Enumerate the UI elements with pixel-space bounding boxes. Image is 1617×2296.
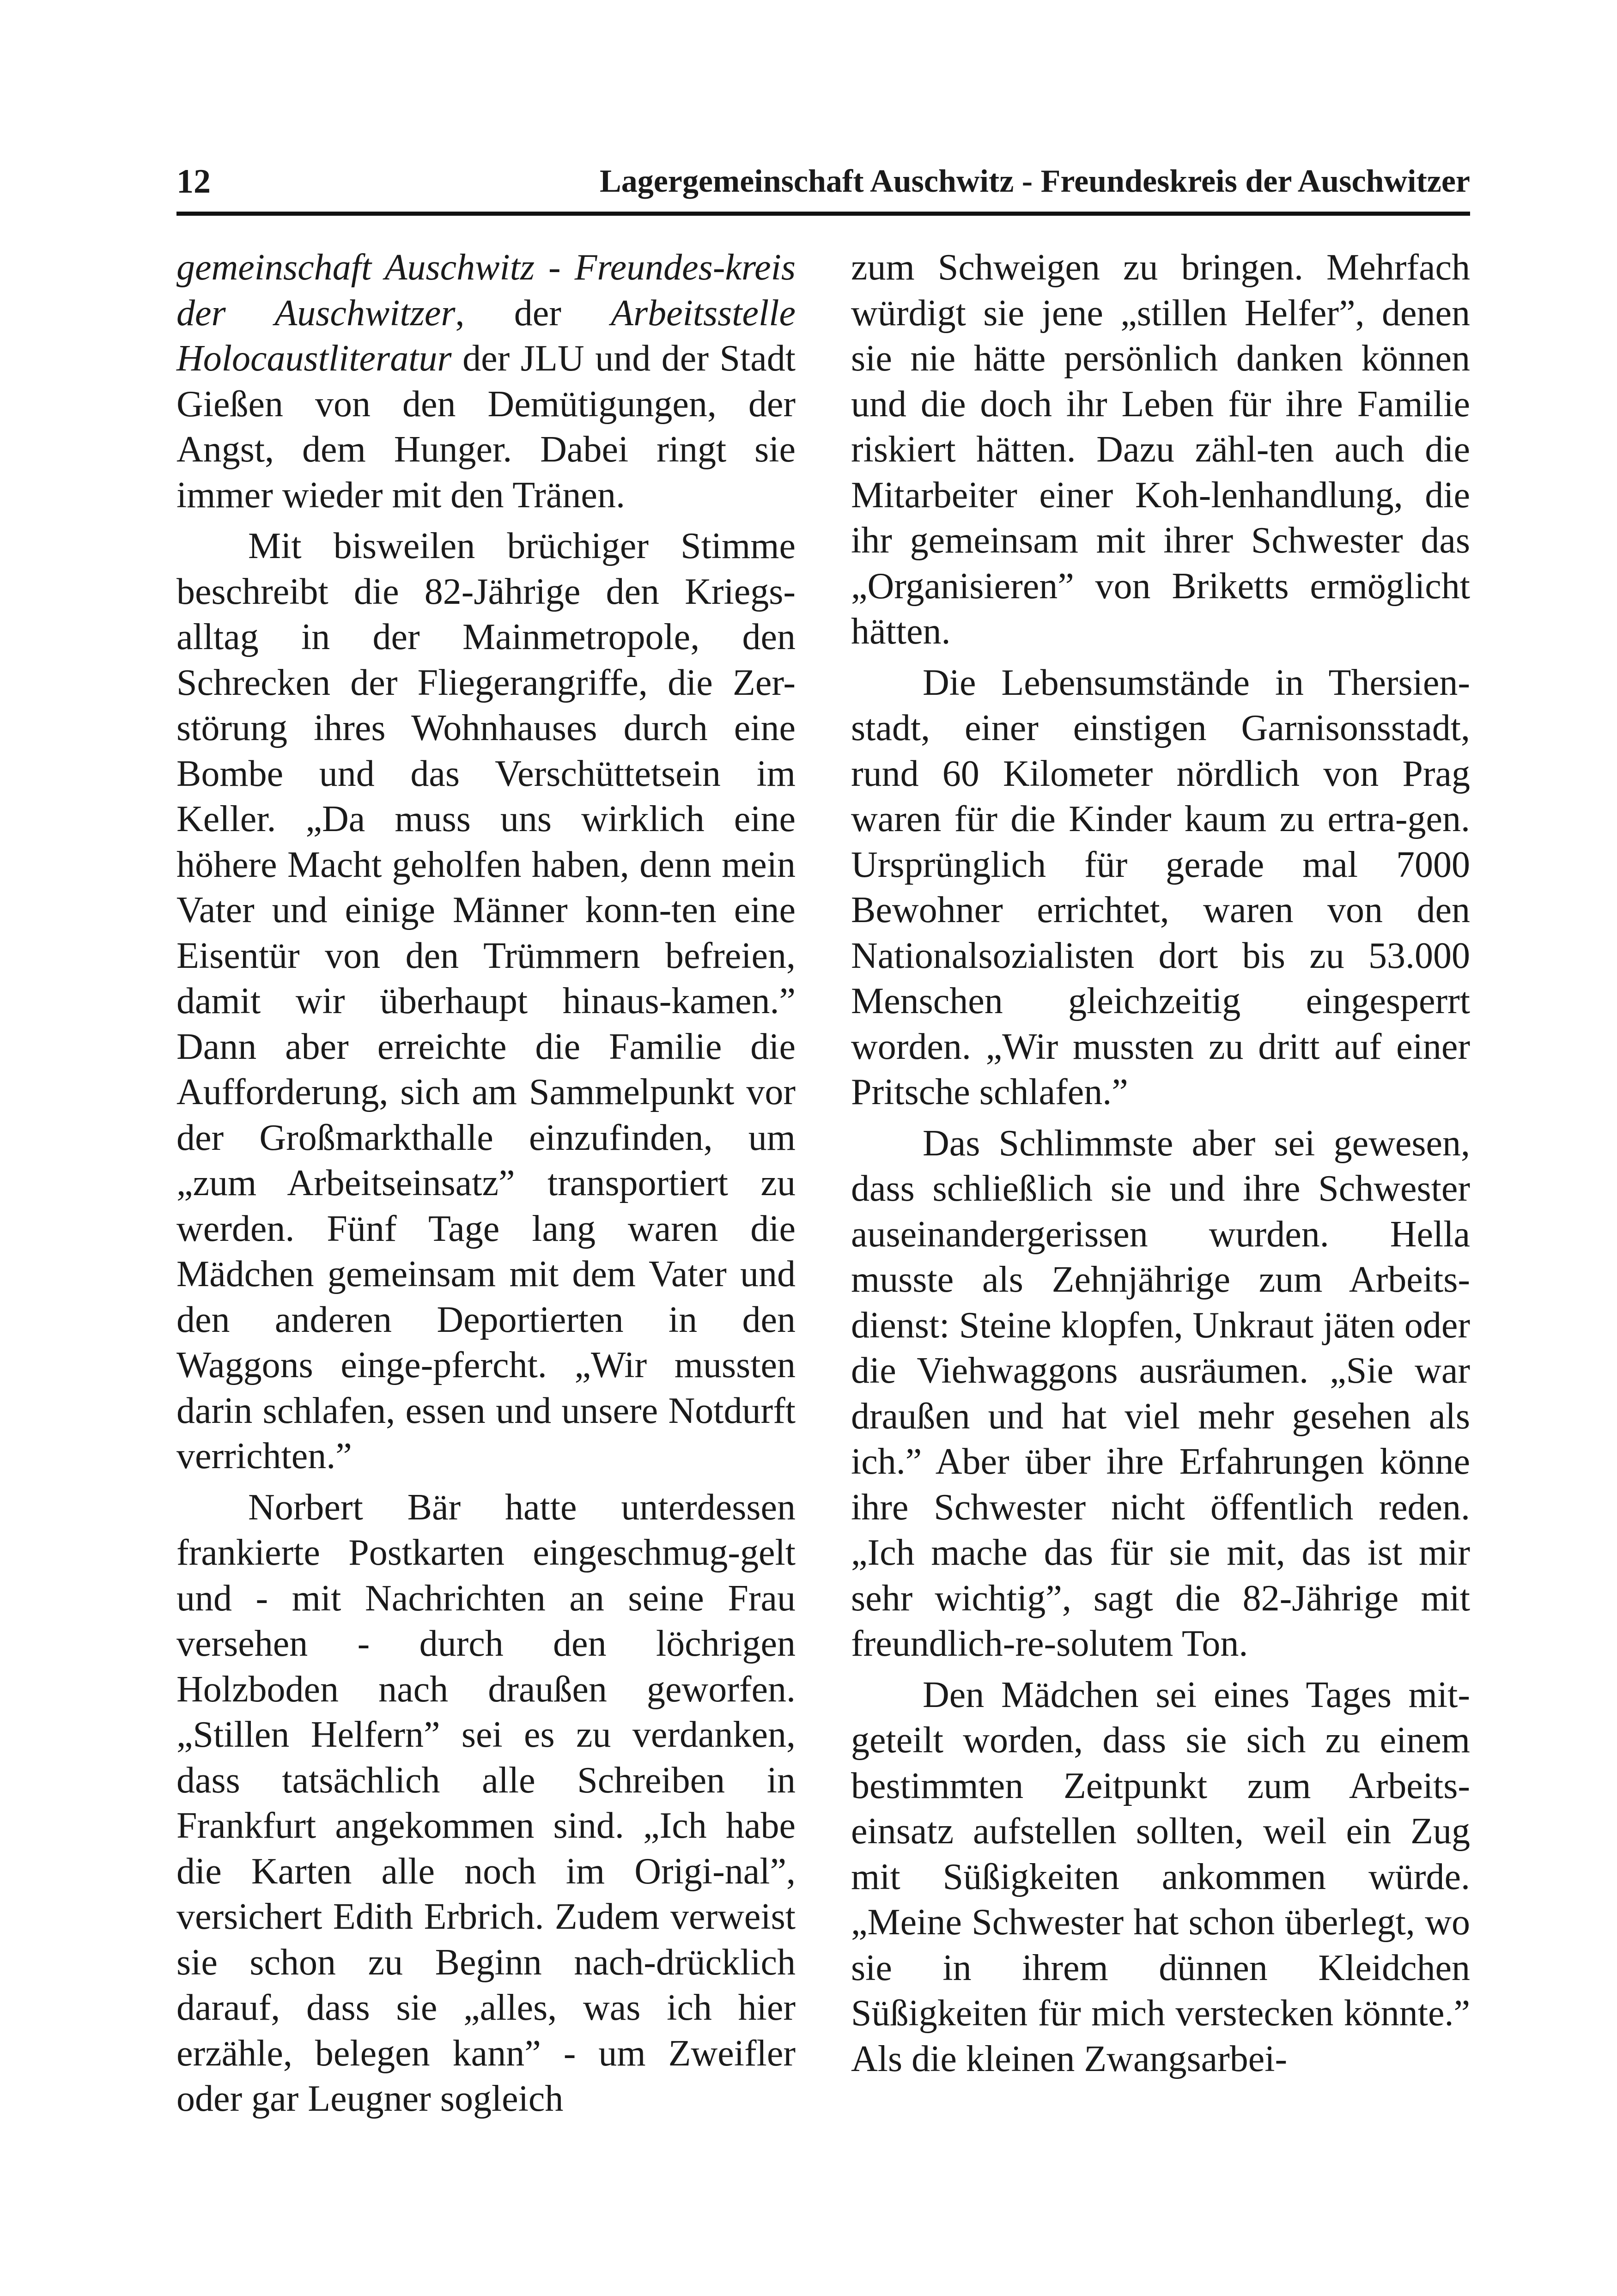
text-run: der JLU und der Stadt Gießen von den Demütigungen, der Angst, dem Hunger. Dabei ringt sie immer wieder mit den Tränen. <box>176 338 796 516</box>
paragraph: zum Schweigen zu bringen. Mehrfach würdigt sie jene „stillen Helfer”, denen sie nie hätte persönlich danken können und die doch ihr Leben für ihre Familie riskiert hätten. Dazu zähl-ten auch die Mitarbeiter einer Koh-lenhandlung, die ihr gemeinsam mit ihrer Schwester das „Organisieren” von Briketts ermöglicht hätten. <box>851 247 1470 652</box>
left-column <box>176 245 796 2122</box>
paragraph: Den Mädchen sei eines Tages mit-geteilt worden, dass sie sich zu einem bestimmten Zeitpunkt zum Arbeits-einsatz aufstellen sollten, weil ein Zug mit Süßigkeiten ankommen würde. „Meine Schwester hat schon überlegt, wo sie in ihrem dünnen Kleidchen Süßigkeiten für mich verstecken könnte.” Als die kleinen Zwangsarbei- <box>851 1674 1470 2079</box>
paragraph: Norbert Bär hatte unterdessen frankierte Postkarten eingeschmug-gelt und - mit Nachrichten an seine Frau versehen - durch den löchrigen Holzboden nach draußen geworfen. „Stillen Helfern” sei es zu verdanken, dass tatsächlich alle Schreiben in Frankfurt angekommen sind. „Ich habe die Karten alle noch im Origi-nal”, versichert Edith Erbrich. Zudem verweist sie schon zu Beginn nach-drücklich darauf, dass sie „alles, was ich hier erzähle, belegen kann” - um Zweifler oder gar Leugner sogleich <box>176 1487 796 2119</box>
paragraph: Mit bisweilen brüchiger Stimme beschreibt die 82-Jährige den Kriegs-alltag in der Mainmetropole, den Schrecken der Fliegerangriffe, die Zer-störung ihres Wohnhauses durch eine Bombe und das Verschüttetsein im Keller. „Da muss uns wirklich eine höhere Macht geholfen haben, denn mein Vater und einige Männer konn-ten eine Eisentür von den Trümmern befreien, damit wir überhaupt hinaus-kamen.” Dann aber erreichte die Familie die Aufforderung, sich am Sammelpunkt vor der Großmarkthalle einzufinden, um „zum Arbeitseinsatz” transportiert zu werden. Fünf Tage lang waren die Mädchen gemeinsam mit dem Vater und den anderen Deportierten in den Waggons einge-pfercht. „Wir mussten darin schlafen, essen und unsere Notdurft verrichten.” <box>176 526 796 1476</box>
page-number: 12 <box>176 163 211 200</box>
page-header <box>176 161 1470 216</box>
right-column <box>851 245 1470 2082</box>
paragraph <box>176 245 796 518</box>
italic-title: Arbeitsstelle Holocaustliteratur <box>176 292 796 379</box>
paragraph: Die Lebensumstände in Thersien-stadt, einer einstigen Garnisonsstadt, rund 60 Kilometer nördlich von Prag waren für die Kinder kaum zu ertra-gen. Ursprünglich für gerade mal 7000 Bewohner errichtet, waren von den Nationalsozialisten dort bis zu 53.000 Menschen gleichzeitig eingesperrt worden. „Wir mussten zu dritt auf einer Pritsche schlafen.” <box>851 662 1470 1112</box>
running-title: Lagergemeinschaft Auschwitz - Freundeskreis der Auschwitzer <box>600 164 1470 199</box>
text-run: , der <box>455 292 611 334</box>
paragraph: Das Schlimmste aber sei gewesen, dass schließlich sie und ihre Schwester auseinandergerissen wurden. Hella musste als Zehnjährige zum Arbeits-dienst: Steine klopfen, Unkraut jäten oder die Viehwaggons ausräumen. „Sie war draußen und hat viel mehr gesehen als ich.” Aber über ihre Erfahrungen könne ihre Schwester nicht öffentlich reden. „Ich mache das für sie mit, das ist mir sehr wichtig”, sagt die 82-Jährige mit freundlich-re-solutem Ton. <box>851 1123 1470 1664</box>
italic-title: gemeinschaft Auschwitz - Freundes-kreis der Auschwitzer <box>176 247 796 334</box>
